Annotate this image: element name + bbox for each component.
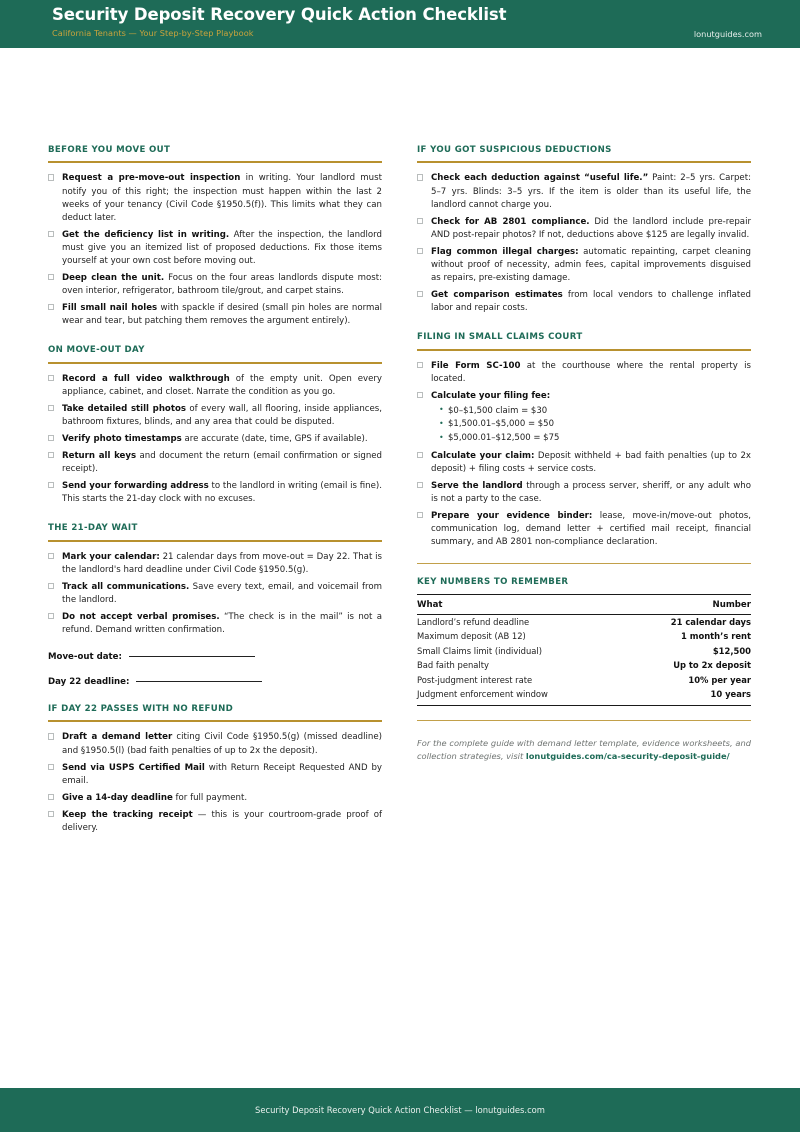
- checkbox-icon[interactable]: [48, 231, 54, 237]
- section-heading: BEFORE YOU MOVE OUT: [48, 145, 171, 155]
- checklist-item[interactable]: [417, 510, 751, 549]
- table-header-what: What: [417, 594, 624, 614]
- checkbox-icon[interactable]: [48, 811, 54, 817]
- table-row: [417, 644, 751, 659]
- item-rest: Deposit withheld + bad faith penalties (up to 2x deposit) + filing costs + service costs.: [431, 451, 752, 475]
- item-rest: lease, move-in/move-out photos, communication log, demand letter + certified mail receipt, financial summary, and AB 2801 non-compliance declaration.: [431, 511, 751, 548]
- footnote-divider: [417, 720, 751, 721]
- checklist-item[interactable]: [417, 360, 751, 386]
- item-rest: 21 calendar days from move-out = Day 22. That is the landlord's hard deadline under Civil Code §1950.5(g).: [62, 551, 383, 575]
- item-rest: of the empty unit. Open every appliance, cabinet, and closet. Narrate the condition as you go.: [62, 373, 382, 397]
- footnote-url-link[interactable]: lonutguides.com/ca-security-deposit-guide/: [525, 750, 730, 761]
- item-lead: Keep the tracking receipt: [62, 809, 193, 820]
- section-the-21-day-wait: [48, 524, 382, 687]
- checkbox-icon[interactable]: [48, 435, 54, 441]
- key-numbers-table: [417, 594, 751, 705]
- row-label: Small Claims limit (individual): [417, 645, 543, 656]
- section-before-you-move-out: [48, 146, 382, 328]
- item-lead: Calculate your claim:: [431, 451, 535, 462]
- table-row: [417, 629, 751, 644]
- checklist-item[interactable]: [48, 809, 382, 835]
- section-if-day-22-passes: [48, 705, 382, 835]
- checkbox-icon[interactable]: [48, 304, 54, 310]
- item-rest: “The check is in the mail” is not a refund. Demand written confirmation.: [62, 611, 382, 635]
- item-lead: Serve the landlord: [431, 481, 523, 492]
- table-body: [417, 614, 751, 704]
- table-row: [417, 688, 751, 705]
- checklist-item[interactable]: [48, 551, 382, 577]
- checklist-item[interactable]: [48, 450, 382, 476]
- checkbox-icon[interactable]: [48, 764, 54, 770]
- checklist-item[interactable]: [48, 272, 382, 298]
- checklist-item[interactable]: [48, 611, 382, 637]
- item-lead: Flag common illegal charges:: [431, 246, 579, 257]
- row-value: $12,500: [712, 645, 751, 656]
- section-small-claims-court: [417, 333, 751, 564]
- checkbox-icon[interactable]: [48, 375, 54, 381]
- fill-field-day-22-deadline: [48, 671, 382, 687]
- row-value: Up to 2x deposit: [673, 660, 751, 671]
- item-rest: at the courthouse where the rental property is located.: [431, 360, 751, 384]
- section-on-move-out-day: [48, 346, 382, 506]
- checklist-item[interactable]: [48, 762, 382, 788]
- checklist: [48, 172, 382, 328]
- section-rule: [417, 161, 751, 163]
- checkbox-icon[interactable]: [48, 174, 54, 180]
- item-rest: Save every text, email, and voicemail from the landlord.: [62, 581, 382, 605]
- item-lead: Give a 14-day deadline: [62, 792, 173, 803]
- filing-fee-tier: • $1,500.01–$5,000 = $50: [439, 418, 751, 432]
- checklist: [417, 172, 751, 315]
- checkbox-icon[interactable]: [48, 405, 54, 411]
- row-value: 21 calendar days: [670, 616, 751, 627]
- item-lead: Send your forwarding address: [62, 481, 209, 492]
- item-lead: Deep clean the unit.: [62, 272, 165, 283]
- item-lead: Prepare your evidence binder:: [431, 511, 593, 522]
- item-rest: Did the landlord include pre-repair AND post-repair photos? If not, deductions above $125 are legally invalid.: [431, 216, 751, 240]
- item-rest: — this is your courtroom-grade proof of delivery.: [62, 809, 382, 833]
- section-key-numbers: [417, 578, 751, 720]
- item-rest: of every wall, all flooring, inside appliances, bathroom fixtures, blinds, and any area that could be disputed.: [62, 403, 382, 427]
- item-rest: with Return Receipt Requested AND by email.: [62, 762, 382, 786]
- item-lead: Draft a demand letter: [62, 732, 173, 743]
- section-rule: [48, 720, 382, 722]
- item-lead: Record a full video walkthrough: [62, 373, 230, 384]
- checklist-item[interactable]: [417, 246, 751, 285]
- item-lead: Calculate your filing fee:: [431, 390, 551, 401]
- row-value: 10% per year: [688, 674, 751, 685]
- checkbox-icon[interactable]: [48, 613, 54, 619]
- item-lead: Track all communications.: [62, 581, 190, 592]
- item-lead: Check each deduction against “useful life.”: [431, 173, 649, 184]
- checklist-item[interactable]: [48, 480, 382, 506]
- checklist: [48, 731, 382, 834]
- item-rest: for full payment.: [172, 792, 248, 803]
- checklist-item[interactable]: [48, 302, 382, 328]
- item-rest: citing Civil Code §1950.5(g) (missed deadline) and §1950.5(l) (bad faith penalties of up to 2x the deposit).: [62, 732, 382, 756]
- item-lead: File Form SC-100: [431, 360, 521, 371]
- checklist-item[interactable]: [417, 390, 751, 446]
- item-rest: through a process server, sheriff, or any adult who is not a party to the case.: [431, 481, 752, 505]
- section-rule: [48, 362, 382, 364]
- footnote-text: For the complete guide with demand letter template, evidence worksheets, and collection strategies, visit: [417, 737, 751, 761]
- checklist-item[interactable]: [48, 229, 382, 268]
- footnote: [417, 737, 751, 764]
- item-rest: automatic repainting, carpet cleaning without proof of necessity, admin fees, capital improvements disguised as repairs, pre-existing damage.: [431, 246, 751, 283]
- checklist-item[interactable]: [417, 480, 751, 506]
- header-site-url: lonutguides.com: [693, 29, 762, 39]
- row-label: Post-judgment interest rate: [417, 674, 533, 685]
- item-lead: Check for AB 2801 compliance.: [431, 216, 590, 227]
- page-header-band: [0, 0, 800, 48]
- item-rest: are accurate (date, time, GPS if available).: [181, 433, 368, 444]
- checklist-item[interactable]: [48, 403, 382, 429]
- section-divider: [417, 563, 751, 564]
- section-heading: FILING IN SMALL CLAIMS COURT: [417, 332, 583, 343]
- section-heading: IF DAY 22 PASSES WITH NO REFUND: [48, 703, 234, 714]
- page-footer-band: [0, 1088, 800, 1132]
- table-bottom-rule: [417, 705, 751, 706]
- fill-field-label: Move-out date:: [48, 651, 122, 662]
- table-head: [417, 594, 751, 614]
- row-value: 10 years: [710, 689, 751, 700]
- page-subtitle: California Tenants — Your Step-by-Step Playbook: [52, 28, 254, 38]
- checklist-item[interactable]: [48, 373, 382, 399]
- row-label: Judgment enforcement window: [417, 689, 548, 700]
- item-rest: Paint: 2–5 yrs. Carpet: 5–7 yrs. Blinds: 3–5 yrs. If the item is older than its useful life, the landlord cannot charge you.: [431, 173, 751, 210]
- key-numbers-table-wrap: [417, 594, 751, 706]
- fill-field-input[interactable]: [129, 646, 255, 657]
- checkbox-icon[interactable]: [48, 583, 54, 589]
- section-rule: [48, 161, 382, 163]
- checkbox-icon[interactable]: [417, 392, 423, 398]
- table-header-number: Number: [624, 594, 751, 614]
- checklist-item[interactable]: [48, 433, 382, 446]
- checklist: [48, 551, 382, 637]
- right-column: [417, 146, 751, 763]
- checkbox-icon[interactable]: [48, 482, 54, 488]
- section-heading: KEY NUMBERS TO REMEMBER: [417, 577, 569, 588]
- checklist-item[interactable]: [417, 289, 751, 315]
- checklist: [48, 373, 382, 507]
- item-lead: Send via USPS Certified Mail: [62, 762, 205, 773]
- checkbox-icon[interactable]: [417, 362, 423, 368]
- fill-field-move-out-date: [48, 646, 382, 662]
- item-lead: Get comparison estimates: [431, 289, 563, 300]
- item-lead: Fill small nail holes: [62, 303, 158, 314]
- item-rest: After the inspection, the landlord must give you an itemized list of proposed deductions. Fix those items yourself at your own cost before moving out.: [62, 229, 382, 266]
- checkbox-icon[interactable]: [48, 452, 54, 458]
- checkbox-icon[interactable]: [48, 274, 54, 280]
- checkbox-icon[interactable]: [48, 794, 54, 800]
- item-lead: Return all keys: [62, 450, 137, 461]
- item-lead: Take detailed still photos: [62, 403, 186, 414]
- item-lead: Verify photo timestamps: [62, 433, 182, 444]
- footer-text: Security Deposit Recovery Quick Action Checklist — lonutguides.com: [255, 1105, 545, 1115]
- section-heading: ON MOVE-OUT DAY: [48, 345, 145, 356]
- checkbox-icon[interactable]: [48, 733, 54, 739]
- checkbox-icon[interactable]: [417, 482, 423, 488]
- table-row: [417, 614, 751, 629]
- checkbox-icon[interactable]: [417, 452, 423, 458]
- item-rest: to the landlord in writing (email is fine). This starts the 21-day clock with no excuses.: [62, 481, 383, 505]
- item-lead: Do not accept verbal promises.: [62, 611, 220, 622]
- checkbox-icon[interactable]: [417, 174, 423, 180]
- checkbox-icon[interactable]: [417, 291, 423, 297]
- section-rule: [48, 540, 382, 542]
- row-value: 1 month’s rent: [680, 631, 751, 642]
- item-rest: from local vendors to challenge inflated labor and repair costs.: [431, 289, 751, 314]
- item-lead: Get the deficiency list in writing.: [62, 229, 230, 240]
- checklist-item[interactable]: [417, 216, 751, 242]
- checklist-item[interactable]: [48, 731, 382, 757]
- section-heading: IF YOU GOT SUSPICIOUS DEDUCTIONS: [417, 145, 612, 155]
- section-suspicious-deductions: [417, 146, 751, 315]
- left-column: [48, 146, 382, 839]
- filing-fee-tier: • $5,000.01–$12,500 = $75: [439, 432, 751, 446]
- row-label: Maximum deposit (AB 12): [417, 631, 526, 642]
- section-heading: THE 21-DAY WAIT: [48, 523, 138, 534]
- item-rest: and document the return (email confirmation or signed receipt).: [62, 450, 383, 474]
- checkbox-icon[interactable]: [417, 512, 423, 518]
- row-label: Landlord’s refund deadline: [417, 616, 530, 627]
- checklist-item[interactable]: [48, 792, 382, 805]
- checklist-item[interactable]: [48, 581, 382, 607]
- checklist-item[interactable]: [417, 450, 751, 476]
- fill-field-label: Day 22 deadline:: [48, 676, 130, 687]
- row-label: Bad faith penalty: [417, 660, 489, 671]
- item-lead: Mark your calendar:: [62, 551, 160, 562]
- item-lead: Request a pre-move-out inspection: [62, 173, 241, 184]
- table-header-row: [417, 594, 751, 614]
- item-rest: in writing. Your landlord must notify you of this right; the inspection must happen within the last 2 weeks of your tenancy (Civil Code §1950.5(f)). This limits what they can deduct later.: [62, 173, 382, 223]
- section-rule: [417, 349, 751, 351]
- checkbox-icon[interactable]: [417, 248, 423, 254]
- checklist-item[interactable]: [48, 172, 382, 224]
- fill-field-input[interactable]: [136, 671, 262, 682]
- table-row: [417, 673, 751, 688]
- checklist-item[interactable]: [417, 172, 751, 211]
- filing-fee-tier: • $0–$1,500 claim = $30: [439, 405, 751, 419]
- item-rest: Focus on the four areas landlords dispute most: oven interior, refrigerator, bathroom tile/grout, and carpet stains.: [62, 272, 383, 296]
- filing-fee-tiers: [431, 405, 751, 446]
- item-rest: with spackle if desired (small pin holes are normal wear and tear, but patching them removes the argument entirely).: [62, 303, 382, 327]
- table-row: [417, 659, 751, 674]
- checkbox-icon[interactable]: [48, 553, 54, 559]
- checklist: [417, 360, 751, 550]
- page-title: Security Deposit Recovery Quick Action Checklist: [52, 5, 507, 24]
- checkbox-icon[interactable]: [417, 218, 423, 224]
